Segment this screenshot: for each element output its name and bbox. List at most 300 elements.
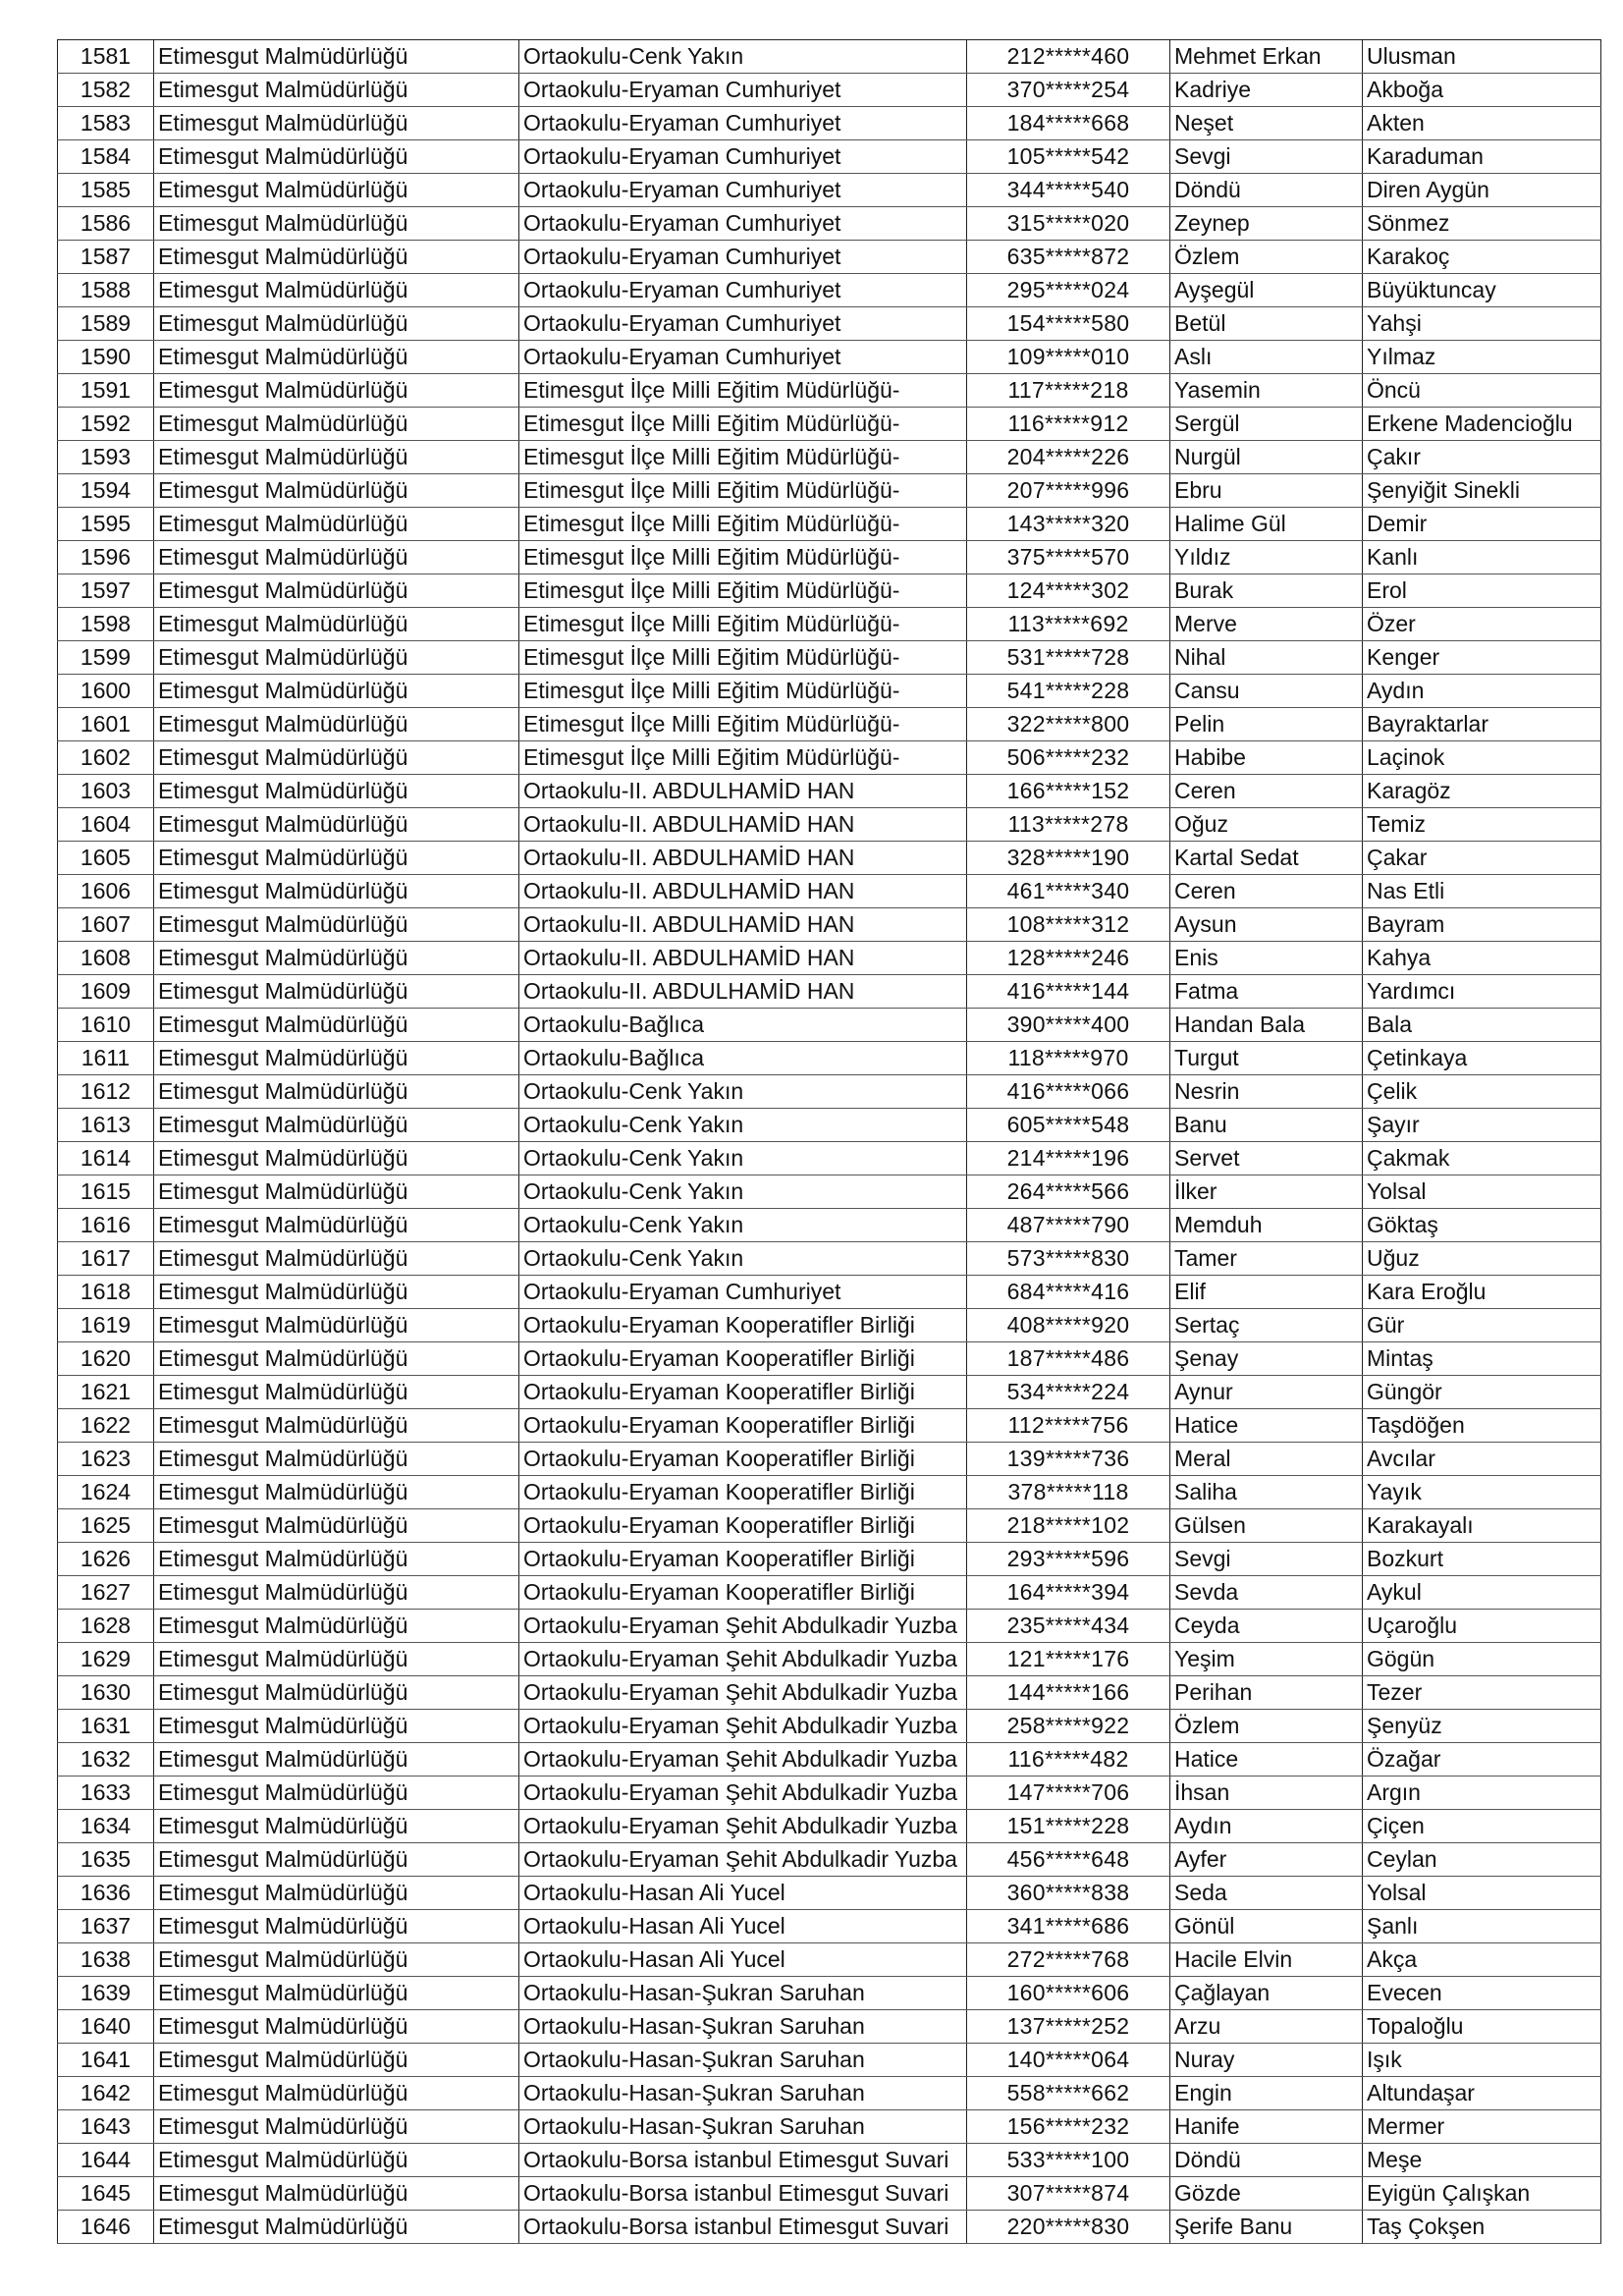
tax-office-cell: Etimesgut Malmüdürlüğü: [154, 1042, 519, 1075]
last-name-cell: Erkene Madencioğlu: [1363, 408, 1601, 441]
table-row: [58, 1810, 1601, 1843]
row-number-cell: 1623: [58, 1443, 154, 1476]
row-number-cell: 1590: [58, 341, 154, 374]
institution-cell: Ortaokulu-Cenk Yakın: [519, 1142, 967, 1175]
table-row: [58, 1376, 1601, 1409]
last-name-cell: Bayram: [1363, 908, 1601, 942]
table-row: [58, 1643, 1601, 1676]
first-name-cell: Hanife: [1170, 2110, 1363, 2144]
first-name-cell: Elif: [1170, 1276, 1363, 1309]
tax-office-cell: Etimesgut Malmüdürlüğü: [154, 1543, 519, 1576]
masked-tc-number-cell: 684*****416: [967, 1276, 1170, 1309]
last-name-cell: Kanlı: [1363, 541, 1601, 574]
tax-office-cell: Etimesgut Malmüdürlüğü: [154, 1409, 519, 1443]
row-number-cell: 1620: [58, 1342, 154, 1376]
first-name-cell: Turgut: [1170, 1042, 1363, 1075]
institution-cell: Ortaokulu-Cenk Yakın: [519, 1109, 967, 1142]
masked-tc-number-cell: 295*****024: [967, 274, 1170, 307]
tax-office-cell: Etimesgut Malmüdürlüğü: [154, 307, 519, 341]
first-name-cell: Halime Gül: [1170, 508, 1363, 541]
institution-cell: Ortaokulu-Eryaman Kooperatifler Birliği: [519, 1309, 967, 1342]
row-number-cell: 1604: [58, 808, 154, 842]
masked-tc-number-cell: 187*****486: [967, 1342, 1170, 1376]
masked-tc-number-cell: 143*****320: [967, 508, 1170, 541]
tax-office-cell: Etimesgut Malmüdürlüğü: [154, 942, 519, 975]
table-row: [58, 741, 1601, 775]
masked-tc-number-cell: 154*****580: [967, 307, 1170, 341]
masked-tc-number-cell: 293*****596: [967, 1543, 1170, 1576]
row-number-cell: 1642: [58, 2077, 154, 2110]
row-number-cell: 1637: [58, 1910, 154, 1943]
masked-tc-number-cell: 487*****790: [967, 1209, 1170, 1242]
tax-office-cell: Etimesgut Malmüdürlüğü: [154, 2110, 519, 2144]
institution-cell: Ortaokulu-Eryaman Cumhuriyet: [519, 207, 967, 241]
table-row: [58, 1276, 1601, 1309]
first-name-cell: Gönül: [1170, 1910, 1363, 1943]
row-number-cell: 1640: [58, 2010, 154, 2044]
tax-office-cell: Etimesgut Malmüdürlüğü: [154, 107, 519, 140]
last-name-cell: Yardımcı: [1363, 975, 1601, 1009]
table-row: [58, 140, 1601, 174]
masked-tc-number-cell: 113*****278: [967, 808, 1170, 842]
masked-tc-number-cell: 207*****996: [967, 474, 1170, 508]
table-row: [58, 2144, 1601, 2177]
first-name-cell: Hacile Elvin: [1170, 1943, 1363, 1977]
row-number-cell: 1609: [58, 975, 154, 1009]
first-name-cell: Betül: [1170, 307, 1363, 341]
first-name-cell: Engin: [1170, 2077, 1363, 2110]
masked-tc-number-cell: 541*****228: [967, 675, 1170, 708]
last-name-cell: Kahya: [1363, 942, 1601, 975]
last-name-cell: Sönmez: [1363, 207, 1601, 241]
tax-office-cell: Etimesgut Malmüdürlüğü: [154, 1009, 519, 1042]
row-number-cell: 1582: [58, 74, 154, 107]
row-number-cell: 1588: [58, 274, 154, 307]
table-row: [58, 207, 1601, 241]
last-name-cell: Çetinkaya: [1363, 1042, 1601, 1075]
masked-tc-number-cell: 322*****800: [967, 708, 1170, 741]
table-row: [58, 40, 1601, 74]
last-name-cell: Bayraktarlar: [1363, 708, 1601, 741]
institution-cell: Ortaokulu-Hasan-Şukran Saruhan: [519, 1977, 967, 2010]
last-name-cell: Ulusman: [1363, 40, 1601, 74]
tax-office-cell: Etimesgut Malmüdürlüğü: [154, 174, 519, 207]
tax-office-cell: Etimesgut Malmüdürlüğü: [154, 140, 519, 174]
first-name-cell: Burak: [1170, 574, 1363, 608]
row-number-cell: 1601: [58, 708, 154, 741]
last-name-cell: Gögün: [1363, 1643, 1601, 1676]
institution-cell: Ortaokulu-Eryaman Şehit Abdulkadir Yuzba: [519, 1843, 967, 1877]
tax-office-cell: Etimesgut Malmüdürlüğü: [154, 741, 519, 775]
tax-office-cell: Etimesgut Malmüdürlüğü: [154, 775, 519, 808]
institution-cell: Ortaokulu-Eryaman Şehit Abdulkadir Yuzba: [519, 1676, 967, 1710]
tax-office-cell: Etimesgut Malmüdürlüğü: [154, 1309, 519, 1342]
masked-tc-number-cell: 341*****686: [967, 1910, 1170, 1943]
first-name-cell: Merve: [1170, 608, 1363, 641]
institution-cell: Etimesgut İlçe Milli Eğitim Müdürlüğü-: [519, 474, 967, 508]
masked-tc-number-cell: 375*****570: [967, 541, 1170, 574]
row-number-cell: 1592: [58, 408, 154, 441]
tax-office-cell: Etimesgut Malmüdürlüğü: [154, 808, 519, 842]
last-name-cell: Argın: [1363, 1777, 1601, 1810]
row-number-cell: 1645: [58, 2177, 154, 2211]
tax-office-cell: Etimesgut Malmüdürlüğü: [154, 1142, 519, 1175]
table-row: [58, 2044, 1601, 2077]
first-name-cell: Ceren: [1170, 875, 1363, 908]
table-row: [58, 842, 1601, 875]
institution-cell: Ortaokulu-Hasan-Şukran Saruhan: [519, 2110, 967, 2144]
row-number-cell: 1584: [58, 140, 154, 174]
row-number-cell: 1607: [58, 908, 154, 942]
last-name-cell: Aydın: [1363, 675, 1601, 708]
tax-office-cell: Etimesgut Malmüdürlüğü: [154, 474, 519, 508]
masked-tc-number-cell: 164*****394: [967, 1576, 1170, 1610]
row-number-cell: 1599: [58, 641, 154, 675]
masked-tc-number-cell: 121*****176: [967, 1643, 1170, 1676]
tax-office-cell: Etimesgut Malmüdürlüğü: [154, 241, 519, 274]
institution-cell: Etimesgut İlçe Milli Eğitim Müdürlüğü-: [519, 708, 967, 741]
first-name-cell: Zeynep: [1170, 207, 1363, 241]
first-name-cell: Aynur: [1170, 1376, 1363, 1409]
institution-cell: Ortaokulu-II. ABDULHAMİD HAN: [519, 775, 967, 808]
first-name-cell: Saliha: [1170, 1476, 1363, 1509]
tax-office-cell: Etimesgut Malmüdürlüğü: [154, 74, 519, 107]
row-number-cell: 1636: [58, 1877, 154, 1910]
masked-tc-number-cell: 416*****144: [967, 975, 1170, 1009]
table-row: [58, 1777, 1601, 1810]
table-row: [58, 1075, 1601, 1109]
first-name-cell: Gülsen: [1170, 1509, 1363, 1543]
institution-cell: Etimesgut İlçe Milli Eğitim Müdürlüğü-: [519, 441, 967, 474]
institution-cell: Etimesgut İlçe Milli Eğitim Müdürlüğü-: [519, 408, 967, 441]
first-name-cell: Yeşim: [1170, 1643, 1363, 1676]
table-row: [58, 1676, 1601, 1710]
first-name-cell: Memduh: [1170, 1209, 1363, 1242]
first-name-cell: Kartal Sedat: [1170, 842, 1363, 875]
tax-office-cell: Etimesgut Malmüdürlüğü: [154, 2144, 519, 2177]
last-name-cell: Evecen: [1363, 1977, 1601, 2010]
first-name-cell: Ayfer: [1170, 1843, 1363, 1877]
institution-cell: Ortaokulu-Eryaman Cumhuriyet: [519, 241, 967, 274]
tax-office-cell: Etimesgut Malmüdürlüğü: [154, 408, 519, 441]
table-row: [58, 1042, 1601, 1075]
row-number-cell: 1625: [58, 1509, 154, 1543]
row-number-cell: 1638: [58, 1943, 154, 1977]
tax-office-cell: Etimesgut Malmüdürlüğü: [154, 1376, 519, 1409]
institution-cell: Ortaokulu-Hasan Ali Yucel: [519, 1877, 967, 1910]
first-name-cell: Fatma: [1170, 975, 1363, 1009]
first-name-cell: Sevgi: [1170, 1543, 1363, 1576]
masked-tc-number-cell: 137*****252: [967, 2010, 1170, 2044]
last-name-cell: Ceylan: [1363, 1843, 1601, 1877]
first-name-cell: Yasemin: [1170, 374, 1363, 408]
table-row: [58, 875, 1601, 908]
table-row: [58, 541, 1601, 574]
first-name-cell: Özlem: [1170, 1710, 1363, 1743]
table-row: [58, 1242, 1601, 1276]
first-name-cell: Meral: [1170, 1443, 1363, 1476]
last-name-cell: Çelik: [1363, 1075, 1601, 1109]
institution-cell: Ortaokulu-Cenk Yakın: [519, 1242, 967, 1276]
masked-tc-number-cell: 220*****830: [967, 2211, 1170, 2244]
masked-tc-number-cell: 378*****118: [967, 1476, 1170, 1509]
last-name-cell: Kara Eroğlu: [1363, 1276, 1601, 1309]
first-name-cell: Hatice: [1170, 1409, 1363, 1443]
row-number-cell: 1587: [58, 241, 154, 274]
row-number-cell: 1626: [58, 1543, 154, 1576]
last-name-cell: Büyüktuncay: [1363, 274, 1601, 307]
table-row: [58, 808, 1601, 842]
last-name-cell: Yayık: [1363, 1476, 1601, 1509]
last-name-cell: Işık: [1363, 2044, 1601, 2077]
masked-tc-number-cell: 307*****874: [967, 2177, 1170, 2211]
table-row: [58, 441, 1601, 474]
masked-tc-number-cell: 558*****662: [967, 2077, 1170, 2110]
table-row: [58, 1509, 1601, 1543]
table-row: [58, 74, 1601, 107]
first-name-cell: Nuray: [1170, 2044, 1363, 2077]
last-name-cell: Diren Aygün: [1363, 174, 1601, 207]
row-number-cell: 1597: [58, 574, 154, 608]
institution-cell: Ortaokulu-Hasan-Şukran Saruhan: [519, 2077, 967, 2110]
last-name-cell: Göktaş: [1363, 1209, 1601, 1242]
last-name-cell: Şayır: [1363, 1109, 1601, 1142]
masked-tc-number-cell: 128*****246: [967, 942, 1170, 975]
table-row: [58, 374, 1601, 408]
last-name-cell: Yolsal: [1363, 1175, 1601, 1209]
row-number-cell: 1631: [58, 1710, 154, 1743]
institution-cell: Ortaokulu-II. ABDULHAMİD HAN: [519, 975, 967, 1009]
first-name-cell: Nurgül: [1170, 441, 1363, 474]
last-name-cell: Altundaşar: [1363, 2077, 1601, 2110]
table-row: [58, 1209, 1601, 1242]
masked-tc-number-cell: 212*****460: [967, 40, 1170, 74]
masked-tc-number-cell: 105*****542: [967, 140, 1170, 174]
first-name-cell: İlker: [1170, 1175, 1363, 1209]
row-number-cell: 1586: [58, 207, 154, 241]
last-name-cell: Güngör: [1363, 1376, 1601, 1409]
tax-office-cell: Etimesgut Malmüdürlüğü: [154, 1777, 519, 1810]
last-name-cell: Akboğa: [1363, 74, 1601, 107]
tax-office-cell: Etimesgut Malmüdürlüğü: [154, 508, 519, 541]
institution-cell: Ortaokulu-II. ABDULHAMİD HAN: [519, 942, 967, 975]
row-number-cell: 1605: [58, 842, 154, 875]
tax-office-cell: Etimesgut Malmüdürlüğü: [154, 708, 519, 741]
last-name-cell: Bala: [1363, 1009, 1601, 1042]
institution-cell: Ortaokulu-Eryaman Şehit Abdulkadir Yuzba: [519, 1610, 967, 1643]
masked-tc-number-cell: 456*****648: [967, 1843, 1170, 1877]
first-name-cell: Kadriye: [1170, 74, 1363, 107]
row-number-cell: 1634: [58, 1810, 154, 1843]
last-name-cell: Çakmak: [1363, 1142, 1601, 1175]
tax-office-cell: Etimesgut Malmüdürlüğü: [154, 40, 519, 74]
last-name-cell: Yılmaz: [1363, 341, 1601, 374]
last-name-cell: Temiz: [1363, 808, 1601, 842]
masked-tc-number-cell: 235*****434: [967, 1610, 1170, 1643]
first-name-cell: Servet: [1170, 1142, 1363, 1175]
first-name-cell: Neşet: [1170, 107, 1363, 140]
row-number-cell: 1602: [58, 741, 154, 775]
table-row: [58, 1610, 1601, 1643]
first-name-cell: Ceyda: [1170, 1610, 1363, 1643]
tax-office-cell: Etimesgut Malmüdürlüğü: [154, 1943, 519, 1977]
first-name-cell: Çağlayan: [1170, 1977, 1363, 2010]
last-name-cell: Bozkurt: [1363, 1543, 1601, 1576]
institution-cell: Ortaokulu-Hasan-Şukran Saruhan: [519, 2044, 967, 2077]
last-name-cell: Öncü: [1363, 374, 1601, 408]
row-number-cell: 1593: [58, 441, 154, 474]
tax-office-cell: Etimesgut Malmüdürlüğü: [154, 675, 519, 708]
first-name-cell: Döndü: [1170, 2144, 1363, 2177]
masked-tc-number-cell: 156*****232: [967, 2110, 1170, 2144]
last-name-cell: Eyigün Çalışkan: [1363, 2177, 1601, 2211]
masked-tc-number-cell: 370*****254: [967, 74, 1170, 107]
first-name-cell: İhsan: [1170, 1777, 1363, 1810]
tax-office-cell: Etimesgut Malmüdürlüğü: [154, 1476, 519, 1509]
last-name-cell: Taş Çokşen: [1363, 2211, 1601, 2244]
masked-tc-number-cell: 258*****922: [967, 1710, 1170, 1743]
table-row: [58, 1443, 1601, 1476]
tax-office-cell: Etimesgut Malmüdürlüğü: [154, 1276, 519, 1309]
masked-tc-number-cell: 113*****692: [967, 608, 1170, 641]
row-number-cell: 1615: [58, 1175, 154, 1209]
tax-office-cell: Etimesgut Malmüdürlüğü: [154, 1910, 519, 1943]
institution-cell: Ortaokulu-Bağlıca: [519, 1042, 967, 1075]
tax-office-cell: Etimesgut Malmüdürlüğü: [154, 1109, 519, 1142]
table-row: [58, 908, 1601, 942]
table-row: [58, 1910, 1601, 1943]
masked-tc-number-cell: 166*****152: [967, 775, 1170, 808]
first-name-cell: Özlem: [1170, 241, 1363, 274]
masked-tc-number-cell: 416*****066: [967, 1075, 1170, 1109]
first-name-cell: Nesrin: [1170, 1075, 1363, 1109]
institution-cell: Ortaokulu-Eryaman Cumhuriyet: [519, 274, 967, 307]
masked-tc-number-cell: 204*****226: [967, 441, 1170, 474]
first-name-cell: Sergül: [1170, 408, 1363, 441]
masked-tc-number-cell: 116*****912: [967, 408, 1170, 441]
row-number-cell: 1621: [58, 1376, 154, 1409]
institution-cell: Ortaokulu-Eryaman Kooperatifler Birliği: [519, 1543, 967, 1576]
table-row: [58, 641, 1601, 675]
tax-office-cell: Etimesgut Malmüdürlüğü: [154, 341, 519, 374]
tax-office-cell: Etimesgut Malmüdürlüğü: [154, 1877, 519, 1910]
tax-office-cell: Etimesgut Malmüdürlüğü: [154, 2044, 519, 2077]
first-name-cell: Gözde: [1170, 2177, 1363, 2211]
masked-tc-number-cell: 109*****010: [967, 341, 1170, 374]
last-name-cell: Çakır: [1363, 441, 1601, 474]
first-name-cell: Cansu: [1170, 675, 1363, 708]
institution-cell: Etimesgut İlçe Milli Eğitim Müdürlüğü-: [519, 574, 967, 608]
table-row: [58, 1576, 1601, 1610]
institution-cell: Ortaokulu-II. ABDULHAMİD HAN: [519, 908, 967, 942]
tax-office-cell: Etimesgut Malmüdürlüğü: [154, 1977, 519, 2010]
tax-office-cell: Etimesgut Malmüdürlüğü: [154, 641, 519, 675]
institution-cell: Ortaokulu-Eryaman Cumhuriyet: [519, 74, 967, 107]
masked-tc-number-cell: 328*****190: [967, 842, 1170, 875]
row-number-cell: 1627: [58, 1576, 154, 1610]
institution-cell: Ortaokulu-Eryaman Cumhuriyet: [519, 307, 967, 341]
table-row: [58, 341, 1601, 374]
row-number-cell: 1632: [58, 1743, 154, 1777]
institution-cell: Etimesgut İlçe Milli Eğitim Müdürlüğü-: [519, 641, 967, 675]
institution-cell: Ortaokulu-Eryaman Kooperatifler Birliği: [519, 1409, 967, 1443]
first-name-cell: Habibe: [1170, 741, 1363, 775]
table-row: [58, 2110, 1601, 2144]
last-name-cell: Karaduman: [1363, 140, 1601, 174]
row-number-cell: 1644: [58, 2144, 154, 2177]
row-number-cell: 1598: [58, 608, 154, 641]
table-row: [58, 1877, 1601, 1910]
row-number-cell: 1639: [58, 1977, 154, 2010]
masked-tc-number-cell: 390*****400: [967, 1009, 1170, 1042]
masked-tc-number-cell: 408*****920: [967, 1309, 1170, 1342]
tax-office-cell: Etimesgut Malmüdürlüğü: [154, 1242, 519, 1276]
last-name-cell: Taşdöğen: [1363, 1409, 1601, 1443]
institution-cell: Etimesgut İlçe Milli Eğitim Müdürlüğü-: [519, 675, 967, 708]
last-name-cell: Yolsal: [1363, 1877, 1601, 1910]
institution-cell: Ortaokulu-Eryaman Cumhuriyet: [519, 341, 967, 374]
row-number-cell: 1629: [58, 1643, 154, 1676]
first-name-cell: Sevgi: [1170, 140, 1363, 174]
institution-cell: Ortaokulu-Eryaman Şehit Abdulkadir Yuzba: [519, 1777, 967, 1810]
row-number-cell: 1641: [58, 2044, 154, 2077]
last-name-cell: Gür: [1363, 1309, 1601, 1342]
row-number-cell: 1585: [58, 174, 154, 207]
masked-tc-number-cell: 605*****548: [967, 1109, 1170, 1142]
last-name-cell: Erol: [1363, 574, 1601, 608]
table-row: [58, 1175, 1601, 1209]
last-name-cell: Mintaş: [1363, 1342, 1601, 1376]
last-name-cell: Tezer: [1363, 1676, 1601, 1710]
tax-office-cell: Etimesgut Malmüdürlüğü: [154, 2177, 519, 2211]
masked-tc-number-cell: 461*****340: [967, 875, 1170, 908]
table-row: [58, 1142, 1601, 1175]
institution-cell: Ortaokulu-Eryaman Kooperatifler Birliği: [519, 1476, 967, 1509]
masked-tc-number-cell: 506*****232: [967, 741, 1170, 775]
last-name-cell: Şenyiğit Sinekli: [1363, 474, 1601, 508]
masked-tc-number-cell: 117*****218: [967, 374, 1170, 408]
row-number-cell: 1583: [58, 107, 154, 140]
row-number-cell: 1635: [58, 1843, 154, 1877]
last-name-cell: Aykul: [1363, 1576, 1601, 1610]
institution-cell: Ortaokulu-Eryaman Cumhuriyet: [519, 1276, 967, 1309]
institution-cell: Ortaokulu-Hasan-Şukran Saruhan: [519, 2010, 967, 2044]
last-name-cell: Akten: [1363, 107, 1601, 140]
first-name-cell: Mehmet Erkan: [1170, 40, 1363, 74]
last-name-cell: Mermer: [1363, 2110, 1601, 2144]
table-row: [58, 1009, 1601, 1042]
records-table-body: [58, 40, 1601, 2244]
first-name-cell: Ebru: [1170, 474, 1363, 508]
row-number-cell: 1591: [58, 374, 154, 408]
institution-cell: Ortaokulu-Eryaman Kooperatifler Birliği: [519, 1576, 967, 1610]
table-row: [58, 1543, 1601, 1576]
last-name-cell: Şenyüz: [1363, 1710, 1601, 1743]
masked-tc-number-cell: 184*****668: [967, 107, 1170, 140]
institution-cell: Ortaokulu-Bağlıca: [519, 1009, 967, 1042]
tax-office-cell: Etimesgut Malmüdürlüğü: [154, 908, 519, 942]
first-name-cell: Yıldız: [1170, 541, 1363, 574]
last-name-cell: Laçinok: [1363, 741, 1601, 775]
first-name-cell: Aslı: [1170, 341, 1363, 374]
masked-tc-number-cell: 140*****064: [967, 2044, 1170, 2077]
first-name-cell: Döndü: [1170, 174, 1363, 207]
masked-tc-number-cell: 214*****196: [967, 1142, 1170, 1175]
institution-cell: Ortaokulu-Cenk Yakın: [519, 1175, 967, 1209]
table-row: [58, 1342, 1601, 1376]
table-row: [58, 241, 1601, 274]
row-number-cell: 1619: [58, 1309, 154, 1342]
